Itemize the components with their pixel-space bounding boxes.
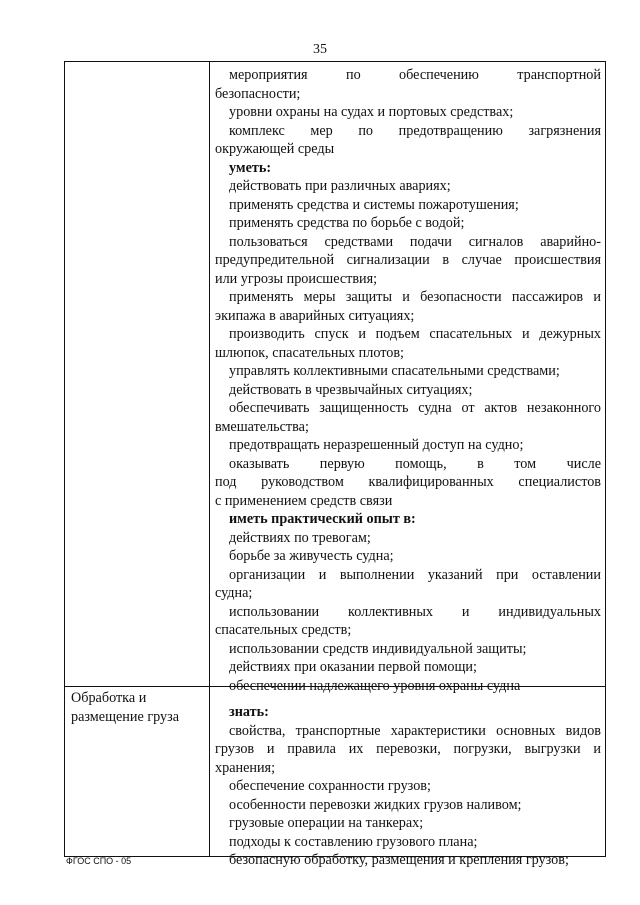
requirements-cell <box>215 66 601 870</box>
text-line: применять меры защиты и безопасности пассажиров и <box>229 289 601 305</box>
text-line: организации и выполнении указаний при оставлении <box>229 566 601 583</box>
column-divider <box>209 62 210 856</box>
text-line: комплекс мер по предотвращению загрязнения <box>229 122 601 139</box>
text-line: действовать при различных авариях; <box>229 178 451 194</box>
text-line: обеспечивать защищенность судна от актов незаконного <box>229 400 601 416</box>
text-line: судна; <box>215 585 253 601</box>
text-line: мероприятия по обеспечению транспортной <box>229 67 601 83</box>
text-line: свойства, транспортные характеристики основных видов <box>229 722 601 739</box>
text-line: обеспечение сохранности грузов; <box>229 778 431 794</box>
section-heading: уметь: <box>229 159 272 176</box>
text-line: использовании коллективных и индивидуальных <box>229 603 601 620</box>
page-number: 35 <box>313 42 327 57</box>
text-line: уровни охраны на судах и портовых средствах; <box>229 104 514 120</box>
text-line: окружающей среды <box>215 141 335 157</box>
text-line: управлять коллективными спасательными средствами; <box>229 363 560 379</box>
text-line: пользоваться средствами подачи сигналов аварийно- <box>229 233 601 250</box>
section-title-line: размещение груза <box>71 708 180 725</box>
section-title-cell <box>71 689 206 726</box>
text-line: шлюпок, спасательных плотов; <box>215 344 405 361</box>
section-title-line: Обработка и <box>71 690 147 706</box>
text-line: действиях при оказании первой помощи; <box>229 659 477 675</box>
footer-label: ФГОС СПО - 05 <box>66 856 132 866</box>
text-line: или угрозы происшествия; <box>215 270 378 287</box>
text-line: действовать в чрезвычайных ситуациях; <box>229 381 473 398</box>
text-line: производить спуск и подъем спасательных и дежурных <box>229 326 601 342</box>
text-line: предупредительной сигнализации в случае происшествия <box>215 252 601 268</box>
text-line: под руководством квалифицированных специалистов <box>215 474 601 490</box>
text-line: грузов и правила их перевозки, погрузки, выгрузки и <box>215 741 601 757</box>
text-line: борьбе за живучесть судна; <box>229 548 394 564</box>
text-line: безопасности; <box>215 85 301 102</box>
text-line: безопасную обработку, размещения и крепления грузов; <box>229 852 569 868</box>
section-heading: знать: <box>229 704 269 720</box>
text-line: подходы к составлению грузового плана; <box>229 833 478 850</box>
text-line: предотвращать неразрешенный доступ на судно; <box>229 437 524 453</box>
text-line: применять средства и системы пожаротушения; <box>229 196 519 213</box>
requirements-row-2 <box>215 703 601 870</box>
row-gap <box>215 695 601 703</box>
text-line: использовании средств индивидуальной защиты; <box>229 640 527 657</box>
requirements-row-1 <box>215 66 601 695</box>
text-line: обеспечении надлежащего уровня охраны судна <box>229 677 521 694</box>
text-line: вмешательства; <box>215 418 309 435</box>
text-line: действиях по тревогам; <box>229 529 371 546</box>
text-line: оказывать первую помощь, в том числе <box>229 455 601 472</box>
text-line: применять средства по борьбе с водой; <box>229 215 465 231</box>
section-heading: иметь практический опыт в: <box>229 511 416 527</box>
text-line: особенности перевозки жидких грузов наливом; <box>229 796 522 813</box>
text-line: спасательных средств; <box>215 622 352 638</box>
text-line: с применением средств связи <box>215 492 393 509</box>
text-line: грузовые операции на танкерах; <box>229 815 424 831</box>
text-line: экипажа в аварийных ситуациях; <box>215 307 415 324</box>
text-line: хранения; <box>215 759 276 776</box>
